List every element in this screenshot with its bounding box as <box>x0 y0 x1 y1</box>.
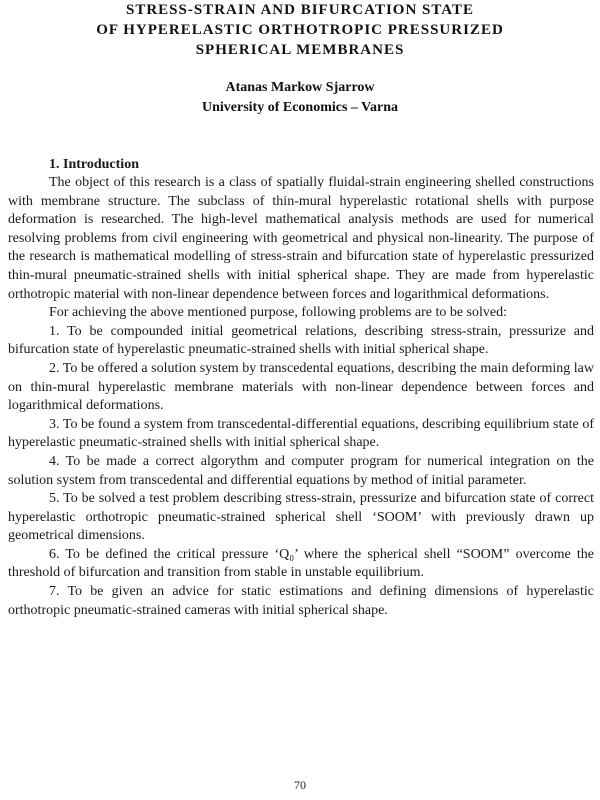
problem-item-2: 2. To be offered a solution system by transcedental equations, describing the main deforming law on thin-mural hyperelastic membrane materials with non-linear dependence between forces and logarithmical deformations. <box>8 360 594 414</box>
section-heading: 1. Introduction <box>49 157 139 172</box>
problem-item-7: 7. To be given an advice for static estimations and defining dimensions of hyperelastic orthotropic pneumatic-strained cameras with initial spherical shape. <box>8 584 594 618</box>
title-line-2: OF HYPERELASTIC ORTHOTROPIC PRESSURIZED <box>96 22 504 38</box>
title-line-3: SPHERICAL MEMBRANES <box>195 42 405 58</box>
problem-item-3: 3. To be found a system from transcedental-differential equations, describing equilibrium state of hyperelastic pneumatic-strained shells with initial spherical shape. <box>8 416 594 451</box>
author-name: Atanas Markow Sjarrow <box>225 80 375 95</box>
title-line-1: STRESS-STRAIN AND BIFURCATION STATE <box>126 2 474 18</box>
body-paragraph: The object of this research is a class of spatially fluidal-strain engineering shelled constructions with membrane structure. The subclass of thin-mural hyperelastic rotational shells with purpose deformation is researched. The high-level mathematical analysis methods are used for numerical resolving problems from civil engineering with geometrical and physical non-linearity. The purpose of the research is mathematical modelling of stress-strain and bifurcation state of hyperelastic pressurized thin-mural pneumatic-strained shells with initial spherical shape. They are made from hyperelastic orthotropic material with non-linear dependence between forces and logarithmical deformations. <box>8 175 594 302</box>
problem-item-4: 4. To be made a correct algorythm and computer program for numerical integration on the solution system from transcedental and differential equations by method of initial parameter. <box>8 453 594 488</box>
problem-item-1: 1. To be compounded initial geometrical relations, describing stress-strain, pressurize and bifurcation state of hyperelastic pneumatic-strained shells with initial spherical shape. <box>8 323 594 358</box>
problem-item-6: 6. To be defined the critical pressure ‘Q₀’ where the spherical shell “SOOM” overcome the threshold of bifurcation and transition from stable in unstable equilibrium. <box>8 546 594 581</box>
paper-body <box>8 156 594 620</box>
problem-item-5: 5. To be solved a test problem describing stress-strain, pressurize and bifurcation state of correct hyperelastic orthotropic pneumatic-strained spherical shell ‘SOOM’ with previously drawn up geometrical dimensions. <box>8 491 594 544</box>
author-affiliation: University of Economics – Varna <box>202 100 398 115</box>
page-number: 70 <box>294 778 306 792</box>
author-block <box>0 78 600 118</box>
paper-title <box>0 0 600 60</box>
body-paragraph: For achieving the above mentioned purpose, following problems are to be solved: <box>49 305 508 321</box>
